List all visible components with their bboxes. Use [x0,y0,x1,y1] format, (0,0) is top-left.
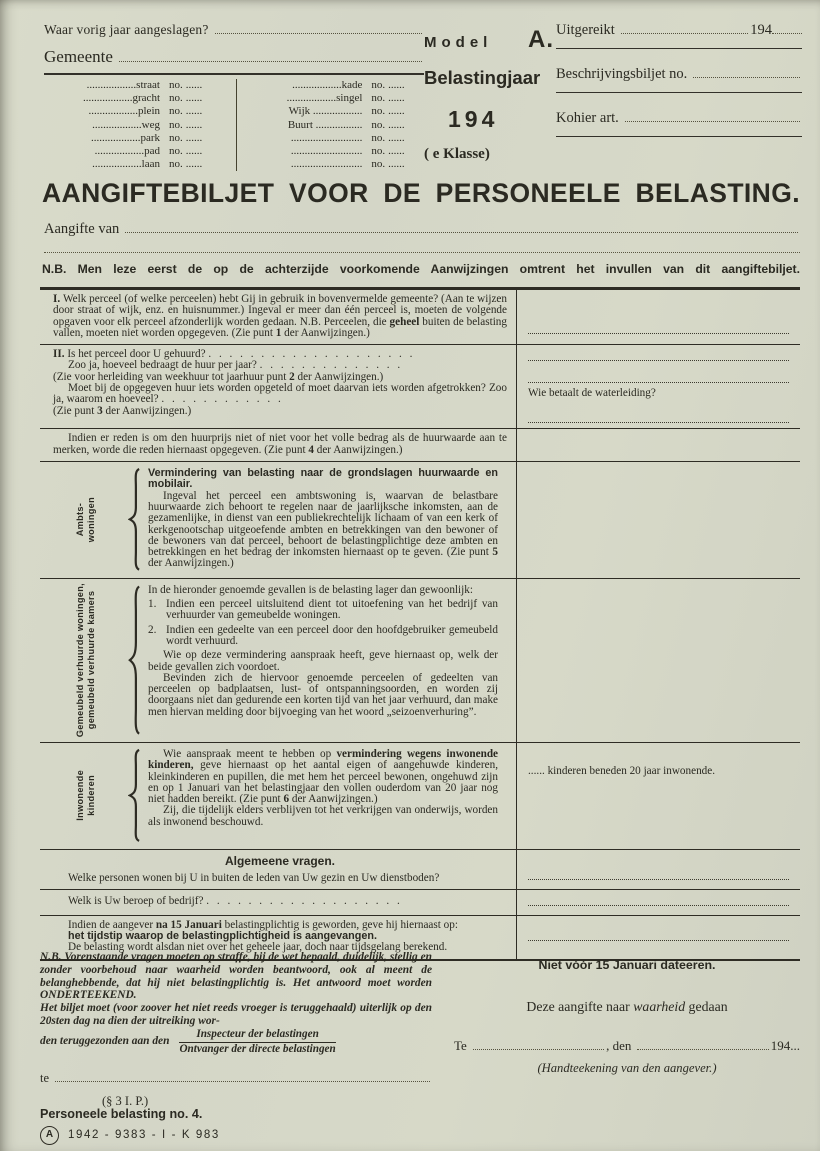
model-block [424,26,554,163]
section-resident-children [40,742,800,849]
house-number-field[interactable]: ...... [388,79,405,91]
blank-address-field[interactable]: .......................... [290,158,363,171]
general-questions-cell [40,850,517,890]
previous-assessment-field[interactable] [215,33,422,34]
street-type-field[interactable]: ..................park [90,131,160,144]
house-number-field[interactable]: ...... [388,92,405,105]
header-right-block [556,22,802,137]
children-reduction-paragraph: Wie aanspraak meent te hebben op vermindering wegens inwonende kinderen, geve hiernaast op het aantal eigen of aangehuwde kinderen, kleinkinderen en pupillen, die met hem het perceel bewonen, ongehuwd zijn en op 1 Januari van het belastingjaar den vollen ouderdom van 20 jaar nog niet hadden bereikt. (Zie punt 6 der Aanwijzingen.) [148,747,499,806]
no-label: no. [371,92,386,105]
no-label: no. [169,118,183,131]
occupation-question [40,890,517,914]
no-label: no. [371,131,386,144]
district-field[interactable]: Wijk .................. [288,105,363,118]
house-number-field[interactable]: ...... [388,118,405,131]
official-residences-text [148,466,507,573]
model-label: Model [424,34,493,51]
blank-address-field[interactable]: .......................... [290,145,363,158]
house-number-field[interactable]: ...... [388,105,405,118]
section-rent-reason [40,428,800,461]
model-line [424,26,554,54]
street-type-field[interactable]: ..................singel [286,92,363,105]
address-row [246,145,424,158]
case-2-item: 2. Indien een gedeelte van een perceel door den hoofdgebruiker gemeubeld wordt verhuurd. [148,623,498,647]
street-type-field[interactable]: ..................laan [92,158,160,171]
answer-line[interactable] [528,374,789,383]
prorate-paragraph: De belasting wordt alsdan niet over het geheele jaar, doch naar tijdsgelang berekend. [68,941,448,954]
no-label: no. [169,131,183,144]
address-column-left [44,79,236,171]
furnished-rentals-text [148,583,507,737]
address-table [44,73,424,171]
year-label: 194... [770,1038,800,1053]
date-restriction-note: Niet vóór 15 Januari dateeren. [538,958,716,972]
return-to-row [40,1028,432,1056]
house-number-field[interactable]: ...... [185,158,203,171]
address-row [246,119,424,132]
house-number-field[interactable]: ...... [185,92,203,105]
street-type-field[interactable]: ..................pad [94,145,160,158]
printer-logo-icon: A [40,1126,59,1145]
date-label: , den [606,1038,632,1053]
address-row [246,105,424,118]
section-furnished-rentals [40,578,800,742]
address-column-right [236,79,424,171]
answer-line[interactable] [528,352,789,361]
issued-date-field[interactable] [621,33,748,34]
section-official-residences [40,461,800,578]
no-label: no. [371,105,386,118]
house-number-field[interactable]: ...... [185,79,203,91]
address-row [246,79,424,92]
rent-amount-question: Zoo ja, hoeveel bedraagt de huur per jaar? . . . . . . . . . . . . . . [68,359,401,372]
house-number-field[interactable]: ...... [185,118,203,131]
address-row [44,119,236,132]
blank-address-field[interactable]: .......................... [290,131,363,144]
address-row [44,79,236,92]
print-code: 1942 - 9383 - I - K 983 [68,1129,220,1142]
divider [556,48,802,49]
occupation-answer-cell [517,890,800,914]
street-type-field[interactable]: ..................weg [92,118,160,131]
weekrent-note: (Zie voor herleiding van weekhuur tot jaarhuur punt 2 der Aanwijzingen.) [53,370,384,383]
education-paragraph: Zij, die tijdelijk elders verblijven tot het verkrijgen van onderwijs, worden als inwonend beschouwd. [148,804,498,828]
seasonal-rental-paragraph: Bevinden zich de hiervoor genoemde perceelen of gedeelten van perceelen op badplaatsen, lust- of ontspanningsoorden, en worden zij doorgaans niet dan gedurende een korten tijd van het jaar verhuurd, dan make men hiervan melding door bijvoeging van het woord „seizoenverhuring”. [148,671,498,718]
brace-mark [128,749,141,842]
no-label: no. [169,145,183,158]
date-field[interactable] [637,1049,768,1050]
address-row [246,158,424,171]
other-persons-question: Welke personen wonen bij U in buiten de leden van Uw gezin en Uw dienstboden? [68,872,440,885]
street-type-field[interactable]: ..................plein [88,105,160,118]
declaration-of-label: Aangifte van [44,221,120,237]
section-ii-answer-cell [517,345,800,428]
brace-mark [128,468,141,571]
issued-row [556,22,802,39]
general-questions-answer-cell [517,850,800,890]
issued-year: 194 [750,22,772,38]
start-moment-line: het tijdstip waarop de belastingplichtigheid is aangevangen. [68,929,377,942]
truth-declaration: Deze aangifte naar waarheid gedaan [526,999,728,1014]
furnished-rentals-question [40,579,517,742]
return-instruction-paragraph: Het biljet moet (voor zoover het niet reeds vroeger is teruggehaald) uiterlijk op den 20sten dag na dien der uitreiking wor- [40,1002,432,1027]
street-type-field[interactable]: ..................gracht [83,92,160,105]
address-row [44,145,236,158]
side-label-resident-children: Inwonende kinderen [75,770,96,821]
place-date-row [454,1038,800,1054]
divider [556,136,802,137]
no-label: no. [169,105,183,118]
after-january-paragraph: Indien de aangever na 15 Januari belastingplichtig is geworden, geve hij hiernaast op: [68,918,458,931]
official-residences-question [40,462,517,578]
register-article-row [556,110,802,127]
form-number: Personeele belasting no. 4. [40,1107,203,1122]
return-place-row [40,1072,432,1085]
declarant-name-field[interactable] [125,232,798,233]
resident-children-text [148,747,507,844]
place-field[interactable] [473,1049,604,1050]
house-number-field[interactable]: ...... [185,105,203,118]
issued-year-field[interactable] [772,33,802,34]
paragraph-reference: (§ 3 I. P.) [102,1093,149,1108]
address-row [44,92,236,105]
side-label-official-residences: Ambts- woningen [75,496,96,543]
occupation-text: Welk is Uw beroep of bedrijf? . . . . . . . . . . . . . . . . . . . [68,895,400,908]
no-label: no. [371,158,386,171]
read-instructions-note: N.B. Men leze eerst de op de achterzijde voorkomende Aanwijzingen omtrent het invullen van dit aangiftebiljet. [42,262,800,276]
register-article-field[interactable] [625,121,800,122]
question-table [40,287,800,961]
answer-line[interactable] [528,414,789,423]
tax-officer-fraction [179,1028,335,1056]
section-ii-question [40,345,517,428]
municipality-field[interactable] [119,61,422,62]
street-type-field[interactable]: ..................kade [292,79,363,91]
house-number-field[interactable]: ...... [388,158,405,171]
point3-note: (Zie punt 3 der Aanwijzingen.) [53,404,192,417]
answer-line[interactable] [528,897,789,906]
side-label-furnished-rentals: Gemeubeld verhuurde woningen, gemeubeld verhuurde kamers [75,582,96,737]
description-form-field[interactable] [693,77,800,78]
lower-tax-intro: In de hieronder genoemde gevallen is de belasting lager dan gewoonlijk: [148,583,473,596]
footer-legal-block [40,951,432,1145]
brace-mark [128,585,141,735]
rented-question: II. Is het perceel door U gehuurd? . . . . . . . . . . . . . . . . . . . . [53,348,413,361]
water-question: Wie betaalt de waterleiding? [528,387,656,400]
address-row [44,158,236,171]
general-questions-heading: Algemeene vragen. [224,853,336,868]
address-row [44,132,236,145]
divider [556,92,802,93]
no-label: no. [371,118,386,131]
claim-paragraph: Wie op deze vermindering aanspraak heeft, geve hiernaast op, welk der beide gevallen zich voordoet. [148,649,498,673]
rent-reason-answer-cell [517,429,800,461]
neighbourhood-field[interactable]: Buurt ................. [287,118,363,131]
street-type-field[interactable]: ..................straat [86,79,160,91]
address-row [246,132,424,145]
section-i-answer-cell [517,290,800,344]
declaration-of-row [44,221,800,238]
return-place-field[interactable] [55,1081,430,1082]
official-residences-answer-cell [517,462,800,578]
resident-children-question [40,743,517,849]
section-ii [40,344,800,428]
issued-label: Uitgereikt [556,22,615,38]
description-form-label: Beschrijvingsbiljet no. [556,66,688,82]
rent-adjust-question: Moet bij de opgegeven huur iets worden opgeteld of moet daarvan iets worden afgetrokken? Zoo ja, waarom en hoeveel? . . . . . . . . . . . . [53,382,507,406]
no-label: no. [371,145,386,158]
printer-imprint-row [40,1126,432,1145]
footer-area [40,951,800,1145]
reduction-heading: Vermindering van belasting naar de grondslagen huurwaarde en mobilair. [148,467,498,491]
return-to-label: den teruggezonden aan den [40,1035,170,1048]
tax-year-value: 194 [448,106,499,132]
official-residences-paragraph: Ingeval het perceel een ambtswoning is, waarvan de belastbare huurwaarde zich behoort te regelen naar de jaarlijksche inkomsten, aan de gezamenlijke, in dienst van een publiekrechtelijk lichaam of van een kerk of kerkgenootschap uitgeoefende ambten en betrekkingen van den bewoner of de bewoners van dat perceel, behoort de belastingplichtige deze ambten en betrekkingen en het bedrag der inkomsten hiernaast op te geven. (Zie punt 5 der Aanwijzingen.) [148,489,498,570]
no-label: no. [169,92,183,105]
tax-year-label: Belastingjaar [424,67,541,88]
description-form-row [556,66,802,83]
resident-children-answer-cell [517,743,800,849]
section-i [40,290,800,344]
return-place-label: te [40,1070,50,1085]
no-label: no. [371,79,386,91]
municipality-row [44,47,424,67]
place-label: Te [454,1038,467,1053]
municipality-label: Gemeente [44,47,113,66]
section-general-questions [40,849,800,890]
previous-assessment-row [44,22,424,38]
section-i-text: I. Welk perceel (of welke perceelen) hebt Gij in gebruik in bovenvermelde gemeente? (Aan te wijzen door straat of wijk, enz. en huisnummer.) Ingeval er meer dan één perceel is, moeten de volgende opgaven voor elk perceel afzonderlijk worden gedaan. N.B. Perceelen, die geheel buiten de belasting vallen, moeten niet worden opgegeven. (Zie punt 1 der Aanwijzingen.) [53,293,507,339]
answer-line[interactable] [528,325,789,334]
furnished-rentals-answer-cell [517,579,800,742]
declarant-name-field-line2[interactable] [44,246,800,253]
section-occupation [40,889,800,914]
receiver-option: Ontvanger der directe belastingen [179,1042,336,1055]
form-title: AANGIFTEBILJET VOOR DE PERSONEELE BELASTING. [42,178,800,208]
header-left-block [44,22,424,171]
rent-reason-text: Indien er reden is om den huurprijs niet of niet voor het volle bedrag als de huurwaarde aan te merken, worde die reden hiernaast opgegeven. (Zie punt 4 der Aanwijzingen.) [53,432,507,456]
previous-assessment-label: Waar vorig jaar aangeslagen? [44,22,209,37]
children-count-field[interactable]: ...... kinderen beneden 20 jaar inwonende. [528,764,716,777]
house-number-field[interactable]: ...... [185,145,203,158]
no-label: no. [169,79,183,91]
house-number-field[interactable]: ...... [388,131,405,144]
answer-line[interactable] [528,871,789,880]
register-article-label: Kohier art. [556,110,619,126]
signature-caption: (Handteekening van den aangever.) [537,1061,717,1075]
address-row [44,105,236,118]
signature-block [432,951,800,1145]
house-number-field[interactable]: ...... [185,131,203,144]
section-i-question [40,290,517,344]
legal-warning-paragraph: N.B. Vorenstaande vragen moeten op straffe, bij de wet bepaald, duidelijk, stellig en zonder voorbehoud naar waarheid worden beantwoord, ook al meent de belanghebbende, dat hij niet belastingplichtig is. Het antwoord moet worden ONDERTEEKEND. [40,951,432,1002]
model-letter: A. [528,26,554,53]
inspector-option: Inspecteur der belastingen [179,1028,335,1043]
no-label: no. [169,158,183,171]
class-label: ( e Klasse) [424,146,490,162]
house-number-field[interactable]: ...... [388,145,405,158]
case-1-item: 1. Indien een perceel uitsluitend dient tot uitoefening van het bedrijf van verhuurder van gemeubelde woningen. [148,598,498,622]
answer-line[interactable] [528,932,789,941]
address-row [246,92,424,105]
rent-reason-question [40,429,517,461]
